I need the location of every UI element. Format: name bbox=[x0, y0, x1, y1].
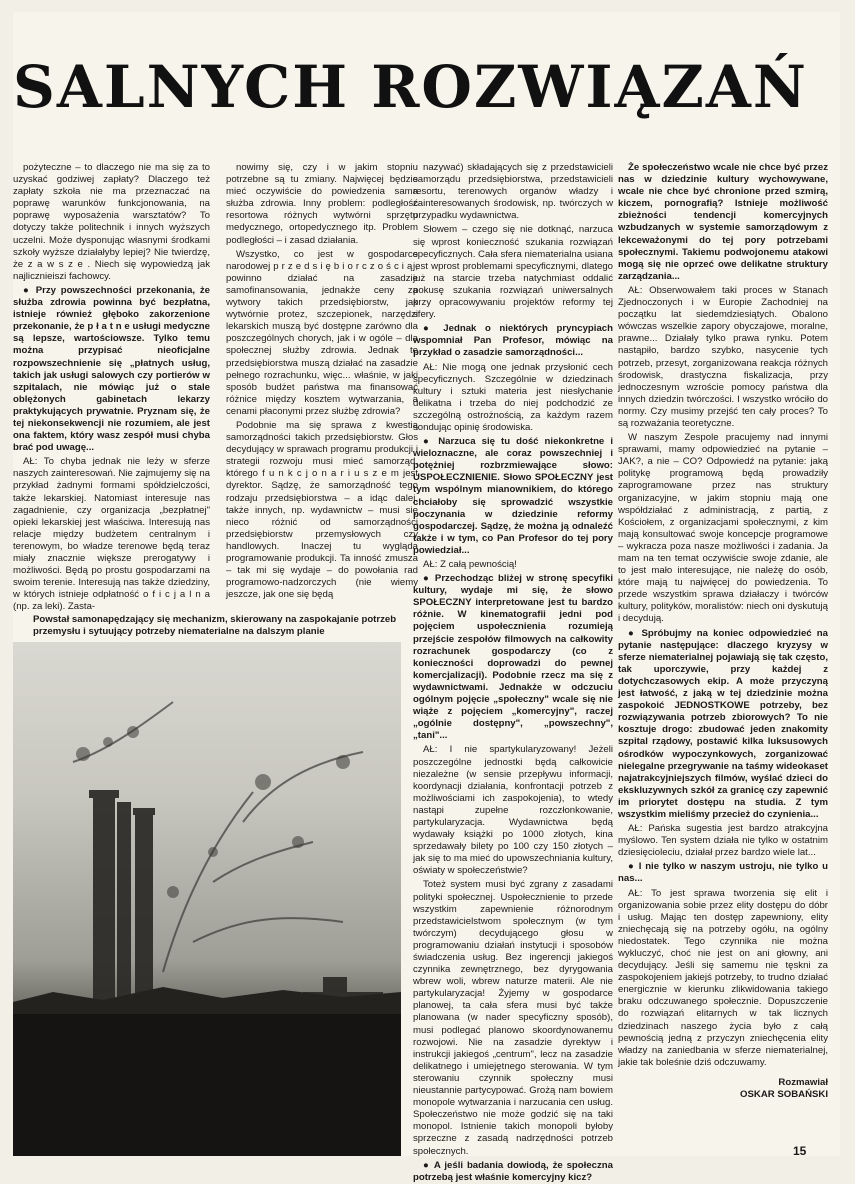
article-paragraph: nazywać) składających się z przedstawicieli samorządu przedsiębiorstwa, przedstawicieli resortu, terenowych organów władzy i zainteresowanych środowisk, np. twórczych w przypadku wydawnictwa. bbox=[413, 162, 613, 222]
signature-name: OSKAR SOBAŃSKI bbox=[740, 1089, 828, 1101]
article-paragraph: W naszym Zespole pracujemy nad innymi sprawami, mamy odpowiedzieć na pytanie – JAK?, a nie – CO? Odpowiedź na pytanie: jaką politykę programową będą prowadziły zaprogramowane przez nas struktury organizacyjne, w jakim stopniu mają one współdziałać z administracją, z partią, z Kościołem, z organizacjami społecznymi, z kim mają konsultować swoje koncepcje programowe – wykracza poza nasze możliwości i zadania. Ja mam na ten temat oczywiście swoje zdanie, ale to jest mało interesujące, nie należę do osób, które mają tu najwięcej do powiedzenia. To przede wszystkim sprawa działaczy i twórców kultury, polityków, moralistów: niech oni dyskutują i decydują. bbox=[618, 432, 828, 625]
article-headline: SALNYCH ROZWIĄZAŃ bbox=[13, 53, 808, 121]
text-column-4 bbox=[618, 162, 828, 1122]
article-paragraph: nowimy się, czy i w jakim stopniu potrzebne są tu zmiany. Najwięcej będzie mieć oczywiście do powiedzenia sama służba zdrowia. Inny problem: podległość resortowa różnych wytwórni sprzętu medycznego, ortopedycznego itp. Problem podległości – i zasad działania. bbox=[226, 162, 418, 246]
magazine-page bbox=[13, 12, 840, 1183]
interviewer-question: ● I nie tylko w naszym ustroju, nie tylko u nas... bbox=[618, 861, 828, 885]
article-paragraph: Toteż system musi być zgrany z zasadami polityki społecznej. Uspołecznienie to przede wszystkim zapewnienie różnorodnym przedstawicielstwom społecznym (w tym twórczym) decydującego głosu w programowaniu działań instytucji i sposobów świadczenia usług. Bez ingerencji jakiegoś czynnika zewnętrznego, bez dyrygowania wbrew woli, wbrew naturze materii. Ale nie partykularyzacja! Żyjemy w gospodarce planowej, ta cała sfera musi być także planowana (w nader specyficzny sposób), musi podlegać planowo skoordynowanemu rozwojowi. Nie na zasadzie dyrektyw i instrukcji jakiegoś „centrum", lecz na zasadzie delikatnego i umiejętnego sterowania. W tym sterowaniu czynnik społeczny musi nieustannie partycypować. Grożą nam bowiem monopole wytwarzania i narzucania cen usług. Społeczeństwo nie może godzić się na taki monopol. Istnienie takich monopoli byłoby sprzeczne z zasadą nadrzędności potrzeb społecznych. bbox=[413, 879, 613, 1157]
interviewer-question: ● Spróbujmy na koniec odpowiedzieć na pytanie następujące: dlaczego kryzysy w sferze niematerialnej pojawiają się tak często, tak uporczywie, przy każdej z dotychczasowych ekip. A może przyczyną jest łatwość, z jaką w tej dziedzinie można zaspokoić JEDNOSTKOWE potrzeby, bez rozwiązywania potrzeb zbiorowych? To nie kosztuje drogo: zbudować jeden znakomity szpital rządowy, postawić kilka luksusowych ośrodków wypoczynkowych, zorganizować nielegalne przegrywanie na taśmy wideokaset najatrakcyjniejszych filmów, wyślać dzieci do ekskluzywnych szkół za granicę czy zapewnić im priorytet dostępu na studia. Z tym wszystkim mieliśmy przecież do czynienia... bbox=[618, 628, 828, 822]
interviewer-question: ● Narzuca się tu dość niekonkretne i wieloznaczne, ale coraz powszechniej i potężniej rozbrzmiewające słowo: USPOŁECZNIENIE. Słowo SPOŁECZNY jest tym wspólnym mianownikiem, do którego chciałoby się sprowadzić wszystkie poczynania w dziedzinie reformy gospodarczej. Sądzę, że można ją odnaleźć także i w tym, co Pan Profesor do tej pory powiedział... bbox=[413, 436, 613, 557]
article-paragraph: AŁ: To jest sprawa tworzenia się elit i organizowania sobie przez elity dostępu do dóbr i usług. Mając ten dostęp zapewniony, elity zniechęcają się na potrzeby ogółu, na ogólny niedostatek. Tego czynnika nie można wykluczyć, choć nie jest on ani głowny, ani decydujący. Jeśli się samemu nie tęskni za zaspokojeniem jakiejś potrzeby, to trudno działać energicznie w kierunku zlikwidowania takiego braku odczuwanego społecznie. Dopuszczenie do rozwiązań elitarnych w tak licznych dziedzinach naszego życia było z całą pewnością jedną z przyczyn zniechęcenia elity władzy na zaniedbania w sferze niematerialnej, jakie tak boleśnie dziś odczuwamy. bbox=[618, 887, 828, 1068]
photo-caption: Powstał samonapędzający się mechanizm, skierowany na zaspokajanie potrzeb przemysłu i sytuujący potrzeby niematerialne na dalszym planie bbox=[33, 614, 397, 637]
signature-line: Rozmawiał bbox=[778, 1076, 828, 1088]
photo-illustration bbox=[13, 642, 401, 1156]
interviewer-question: Że społeczeństwo wcale nie chce być przez nas w dziedzinie kultury wychowywane, wcale nie chce być chronione przed szmirą, kiczem, pornografią? Istnieje możliwość zbieżności tendencji komercyjnych wzbudzanych w systemie samorządowym z lekceważonymi do tej pory potrzebami społecznymi. Takiemu podwojonemu atakowi mogą się nie oprzeć owe delikatne struktury zarządzania... bbox=[618, 162, 828, 282]
article-paragraph: AŁ: To chyba jednak nie leży w sferze naszych zainteresowań. Nie zajmujemy się na przykład żadnymi formami spółdzielczości, także lekarskiej. Natomiast interesuje nas zagadnienie, czy organizacja „bezpłatnej" opieki lekarskiej jest właściwa. Interesują nas relacje między budżetem centralnym i terenowym, bo władze terenowe będą teraz miały znacznie większe prerogatywy i możliwości. Będą po prostu gospodarzami na swoim terenie. Interesują nas także dziedziny, w których istnieje odpłatność o f i c j a l n a (np. za leki). Zasta- bbox=[13, 456, 210, 613]
text-column-2 bbox=[226, 162, 418, 607]
page-number: 15 bbox=[793, 1144, 807, 1158]
author-signature bbox=[618, 1077, 828, 1101]
article-paragraph: AŁ: Nie mogą one jednak przysłonić cech specyficznych. Szczególnie w dziedzinach kultury i sztuki materia jest niesłychanie delikatna i trzeba do niej podchodzić ze szczególną ostrożnością, za każdym razem sondując opinię środowiska. bbox=[413, 361, 613, 433]
article-paragraph: AŁ: Obserwowałem taki proces w Stanach Zjednoczonych i w Europie Zachodniej na początku lat siedemdziesiątych. Obalono wówczas wszelkie zapory obyczajowe, moralne, prawne... Działały tylko prawa rynku. Potem nastąpiło, bardzo szybko, nasycenie tych potrzeb, przesyt, zorganizowana reakcja różnych środowisk, drastyczna fiskalizacja, przy jednoczesnym wzroście pomocy państwa dla innych dziedzin twórczości. I wszystko wróciło do normy. Czy musimy przejść ten cały proces? To są rozważania teoretyczne. bbox=[618, 284, 828, 429]
article-paragraph: pożyteczne – to dlaczego nie ma się za to uzyskać godziwej zapłaty? Dlaczego też zapłaty szkoła nie ma przeznaczać na poprawę warunków funkcjonowania, na poprawę wyposażenia warsztatów? To dotyczy także politechnik i innych wyższych uczelni. Może dysponując własnymi środkami szkoły wyższe działałyby lepiej? Nie twierdzę, że z a w s z e . Niech się wypowiedzą jak najlicznieiszi fachowcy. bbox=[13, 162, 210, 282]
article-paragraph: Podobnie ma się sprawa z kwestią samorządności takich przedsiębiorstw. Głos decydujący w sprawach programu produkcji i strategii rozwoju musi mieć samorząd, którego f u n k c j o n a r i u s z e m jest dyrektor. Sądzę, że samorządność tego rodzaju przedsiębiorstwa – a idąc dalej, także innych, np. wydawnictw – musi się nieco różnić od samorządności przedsiębiorstw przemysłowych czy handlowych. Inaczej tu wygląda programowanie produkcji. Ta inność zmusza – tak mi się wydaje – do powołania rad programowo-nadzorczych (nie wiemy jeszcze, jak one się będą bbox=[226, 419, 418, 601]
text-column-1 bbox=[13, 162, 210, 613]
article-paragraph: Słowem – czego się nie dotknąć, narzuca się wprost konieczność szukania rozwiązań specyficznych. Cała sfera niematerialna usiana jest wprost problemami specyficznymi, dlatego już na starcie trzeba natychmiast oddalić pokusę szukania rozwiązań uniwersalnych przy opracowywaniu projektów reformy tej sfery. bbox=[413, 224, 613, 321]
article-paragraph: Wszystko, co jest w gospodarce narodowej p r z e d s i ę b i o r c z o ś c i ą , powinno działać na zasadzie samofinansowania, jednakże ceny za wytwory takich przedsiębiorstw, jak wytwórnie protez, szczepionek, narzędzi lekarskich muszą być dostępne zarówno dla poszczególnych chorych, jak i w ogóle – dla społecznej służby zdrowia. Jednak te przedsiębiorstwa muszą działać na zasadzie pełnego rozrachunku, więc... właśnie, w jaki sposób budżet państwa ma finansować różnice między kosztem wytwarzania, a cenami płaconymi przez służbę zdrowia? bbox=[226, 248, 418, 417]
factory-chimneys-photo bbox=[13, 642, 401, 1156]
interviewer-question: ● Przechodząc bliżej w stronę specyfiki kultury, wydaje mi się, że słowo SPOŁECZNY interpretowane jest tu bardzo różnie. W kinematografii jedni pod pojęciem uspołecznienia rozumieją przejście zespołów filmowych na całkowity rozrachunek gospodarczy (co z konieczności doprowadzi do pewnej komercjalizacji). Podobnie rzecz ma się z wydawnictwami. Jednakże w odczuciu ogólnym pojęcie „społeczny" wcale się nie wiąże z pojęciem „komercyjny", raczej „ogólnie dostępny", „powszechny", „tani"... bbox=[413, 573, 613, 742]
interviewer-question: ● Przy powszechności przekonania, że służba zdrowia powinna być bezpłatna, istnieje również głęboko zakorzenione przekonanie, że p ł a t n e usługi medyczne są lepsze, wartościowsze. Tylko temu można przypisać nieoficjalne rozpowszechnienie się „płatnych usług, takich jak usługi salowych czy portierów w szpitalach, nie mówiąc już o stale oblężonych gabinetach lekarzy praktykujących prywatnie. Pryznam się, że tej niekonsekwencji nie rozumiem, ale jest ona faktem, który wasz zespół musi chyba brać pod uwagę... bbox=[13, 285, 210, 454]
article-paragraph: AŁ: Z całą pewnością! bbox=[423, 559, 517, 570]
article-paragraph: AŁ: Pańska sugestia jest bardzo atrakcyjna myślowo. Ten system działa nie tylko w ostatnim dziesięcioleciu, działał przez bardzo wiele lat... bbox=[618, 823, 828, 859]
text-column-3 bbox=[413, 162, 613, 1183]
article-paragraph: AŁ: I nie spartykularyzowany! Jeżeli poszczególne jednostki będą całkowicie niezależne (w sensie przepływu informacji, koordynacji działania, konfrontacji potrzeb z możliwościami ich zaspokojenia), to wtedy nastąpi zupełne rozczłonkowanie, partykularyzacja. Wydawnictwa będą wydawały książki po 1000 złotych, kina sprzedawały bilety po 100 czy 150 złotych – jak się to ma mieć do upowszechniania kultury, oświaty w społeczeństwie? bbox=[413, 744, 613, 877]
interviewer-question: ● Jednak o niektórych pryncypiach wspomniał Pan Profesor, mówiąc na przykład o zasadzie samorządności... bbox=[413, 323, 613, 359]
interviewer-question: ● A jeśli badania dowiodą, że społeczna potrzebą jest właśnie komercyjny kicz? bbox=[413, 1160, 613, 1184]
